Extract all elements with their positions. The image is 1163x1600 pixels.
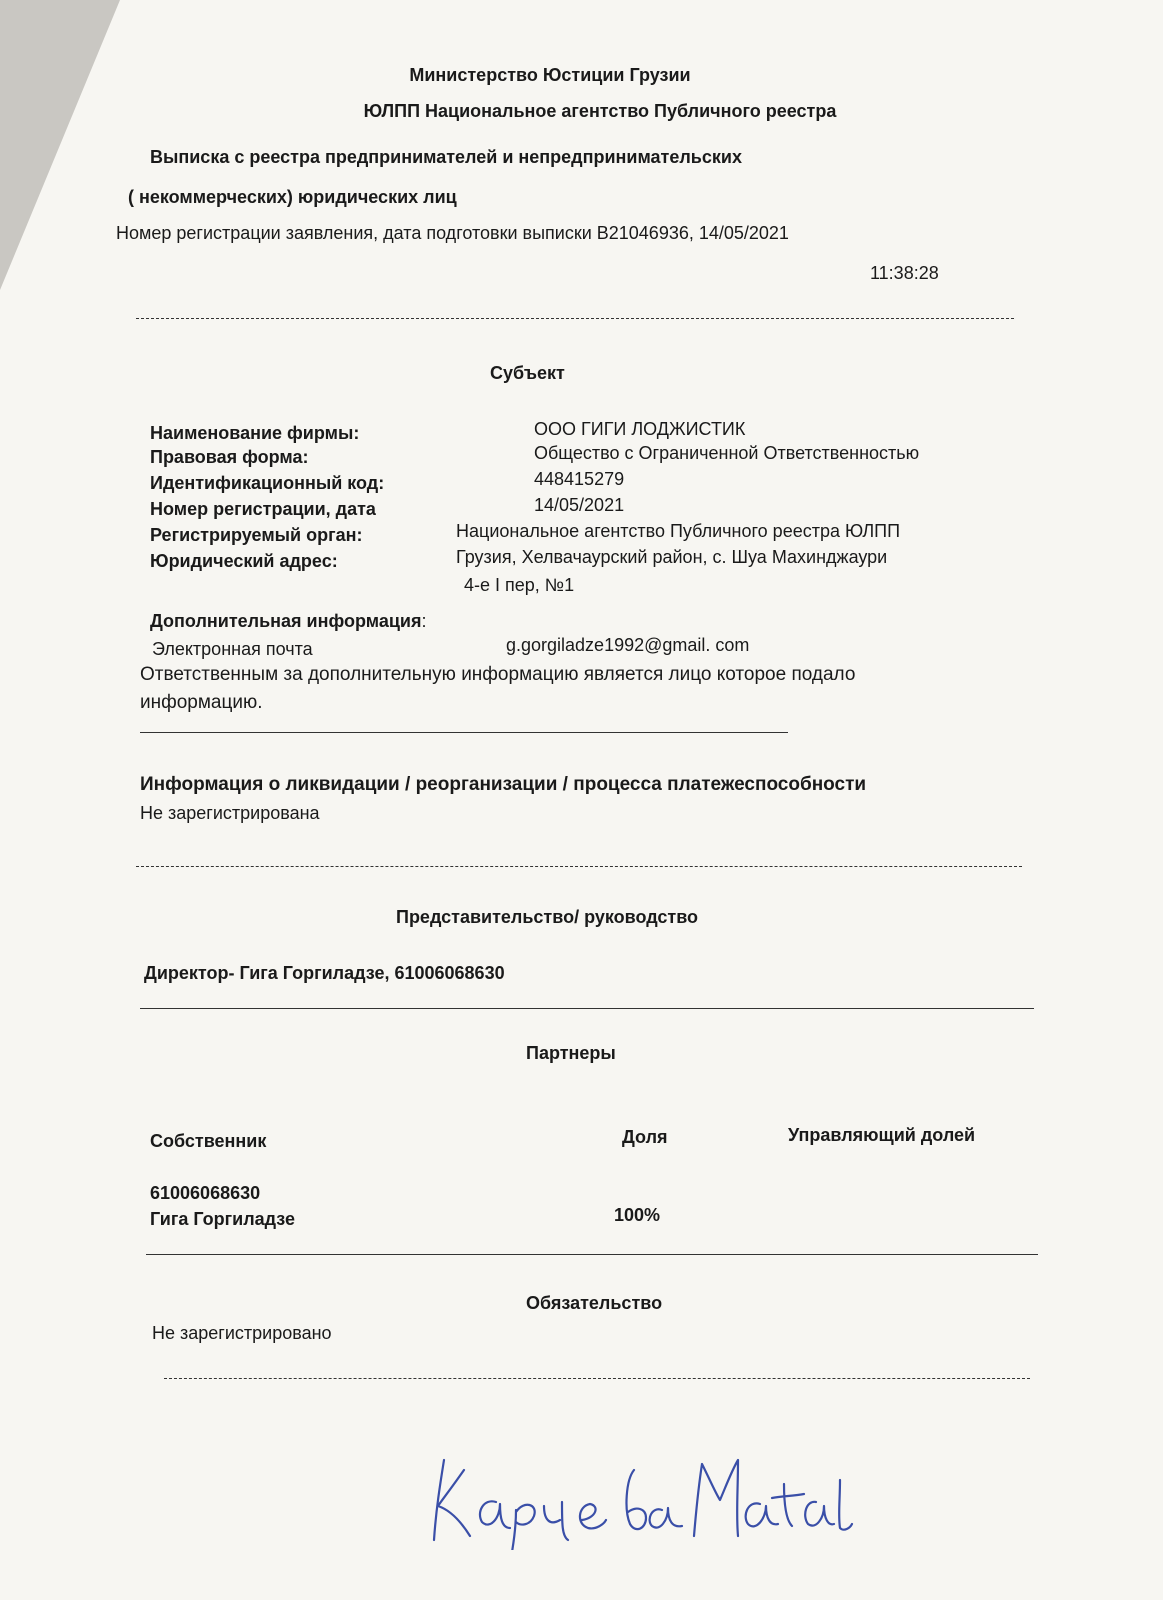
- value-legal-address-line2: 4-е I пер, №1: [464, 575, 575, 595]
- divider: [136, 866, 1022, 867]
- value-registering-authority: Национальное агентство Публичного реестра ЮЛПП: [456, 521, 901, 541]
- owner-name: Гига Горгиладзе: [150, 1209, 296, 1229]
- obligation-status: Не зарегистрировано: [152, 1323, 332, 1343]
- label-legal-form: Правовая форма:: [150, 447, 309, 467]
- divider: [140, 1008, 1034, 1009]
- label-company-name: Наименование фирмы:: [150, 423, 360, 443]
- obligation-heading: Обязательство: [526, 1293, 663, 1313]
- preparation-time: 11:38:28: [870, 263, 939, 283]
- partners-col-owner: Собственник: [150, 1131, 267, 1151]
- agency-title: ЮЛПП Национальное агентство Публичного реестра: [363, 101, 837, 121]
- additional-info-heading-text: Дополнительная информация: [150, 611, 422, 631]
- divider: [146, 1254, 1038, 1255]
- extract-title-line2: ( некоммерческих) юридических лиц: [128, 187, 457, 207]
- representation-heading: Представительство/ руководство: [396, 907, 699, 927]
- email-value: g.gorgiladze1992@gmail. com: [506, 635, 750, 655]
- value-company-name: ООО ГИГИ ЛОДЖИСТИК: [534, 419, 746, 439]
- label-legal-address: Юридический адрес:: [150, 551, 338, 571]
- label-registration-date: Номер регистрации, дата: [150, 499, 376, 519]
- value-registration-date: 14/05/2021: [534, 495, 625, 515]
- label-registering-authority: Регистрируемый орган:: [150, 525, 363, 545]
- divider: [164, 1378, 1030, 1379]
- liquidation-heading: Информация о ликвидации / реорганизации / процесса платежеспособности: [140, 774, 867, 795]
- owner-share: 100%: [614, 1205, 661, 1225]
- value-legal-address: Грузия, Хелвачаурский район, с. Шуа Махинджаури: [456, 547, 888, 567]
- partners-col-manager: Управляющий долей: [788, 1125, 976, 1145]
- responsibility-note-line1: Ответственным за дополнительную информацию является лицо которое подало: [140, 664, 856, 685]
- subject-heading: Субъект: [490, 363, 565, 383]
- email-label: Электронная почта: [152, 639, 313, 659]
- additional-info-heading: [150, 610, 426, 632]
- director-line: Директор- Гига Горгиладзе, 61006068630: [144, 963, 505, 983]
- value-identification-code: 448415279: [534, 469, 625, 489]
- partners-heading: Партнеры: [526, 1043, 616, 1063]
- extract-title-line1: Выписка с реестра предпринимателей и непредпринимательских: [150, 147, 742, 167]
- responsibility-note-line2: информацию.: [140, 692, 263, 713]
- additional-info-heading-colon: :: [421, 611, 427, 631]
- label-identification-code: Идентификационный код:: [150, 473, 385, 493]
- owner-id: 61006068630: [150, 1183, 261, 1203]
- ministry-title: Министерство Юстиции Грузии: [409, 65, 691, 85]
- divider: [136, 318, 1014, 319]
- value-legal-form: Общество с Ограниченной Ответственностью: [534, 443, 920, 463]
- partners-col-share: Доля: [622, 1127, 668, 1147]
- divider: [140, 732, 788, 733]
- handwritten-signature: [420, 1440, 860, 1550]
- folded-corner: [0, 0, 120, 290]
- liquidation-status: Не зарегистрирована: [140, 803, 320, 823]
- registration-line: Номер регистрации заявления, дата подготовки выписки B21046936, 14/05/2021: [116, 223, 789, 243]
